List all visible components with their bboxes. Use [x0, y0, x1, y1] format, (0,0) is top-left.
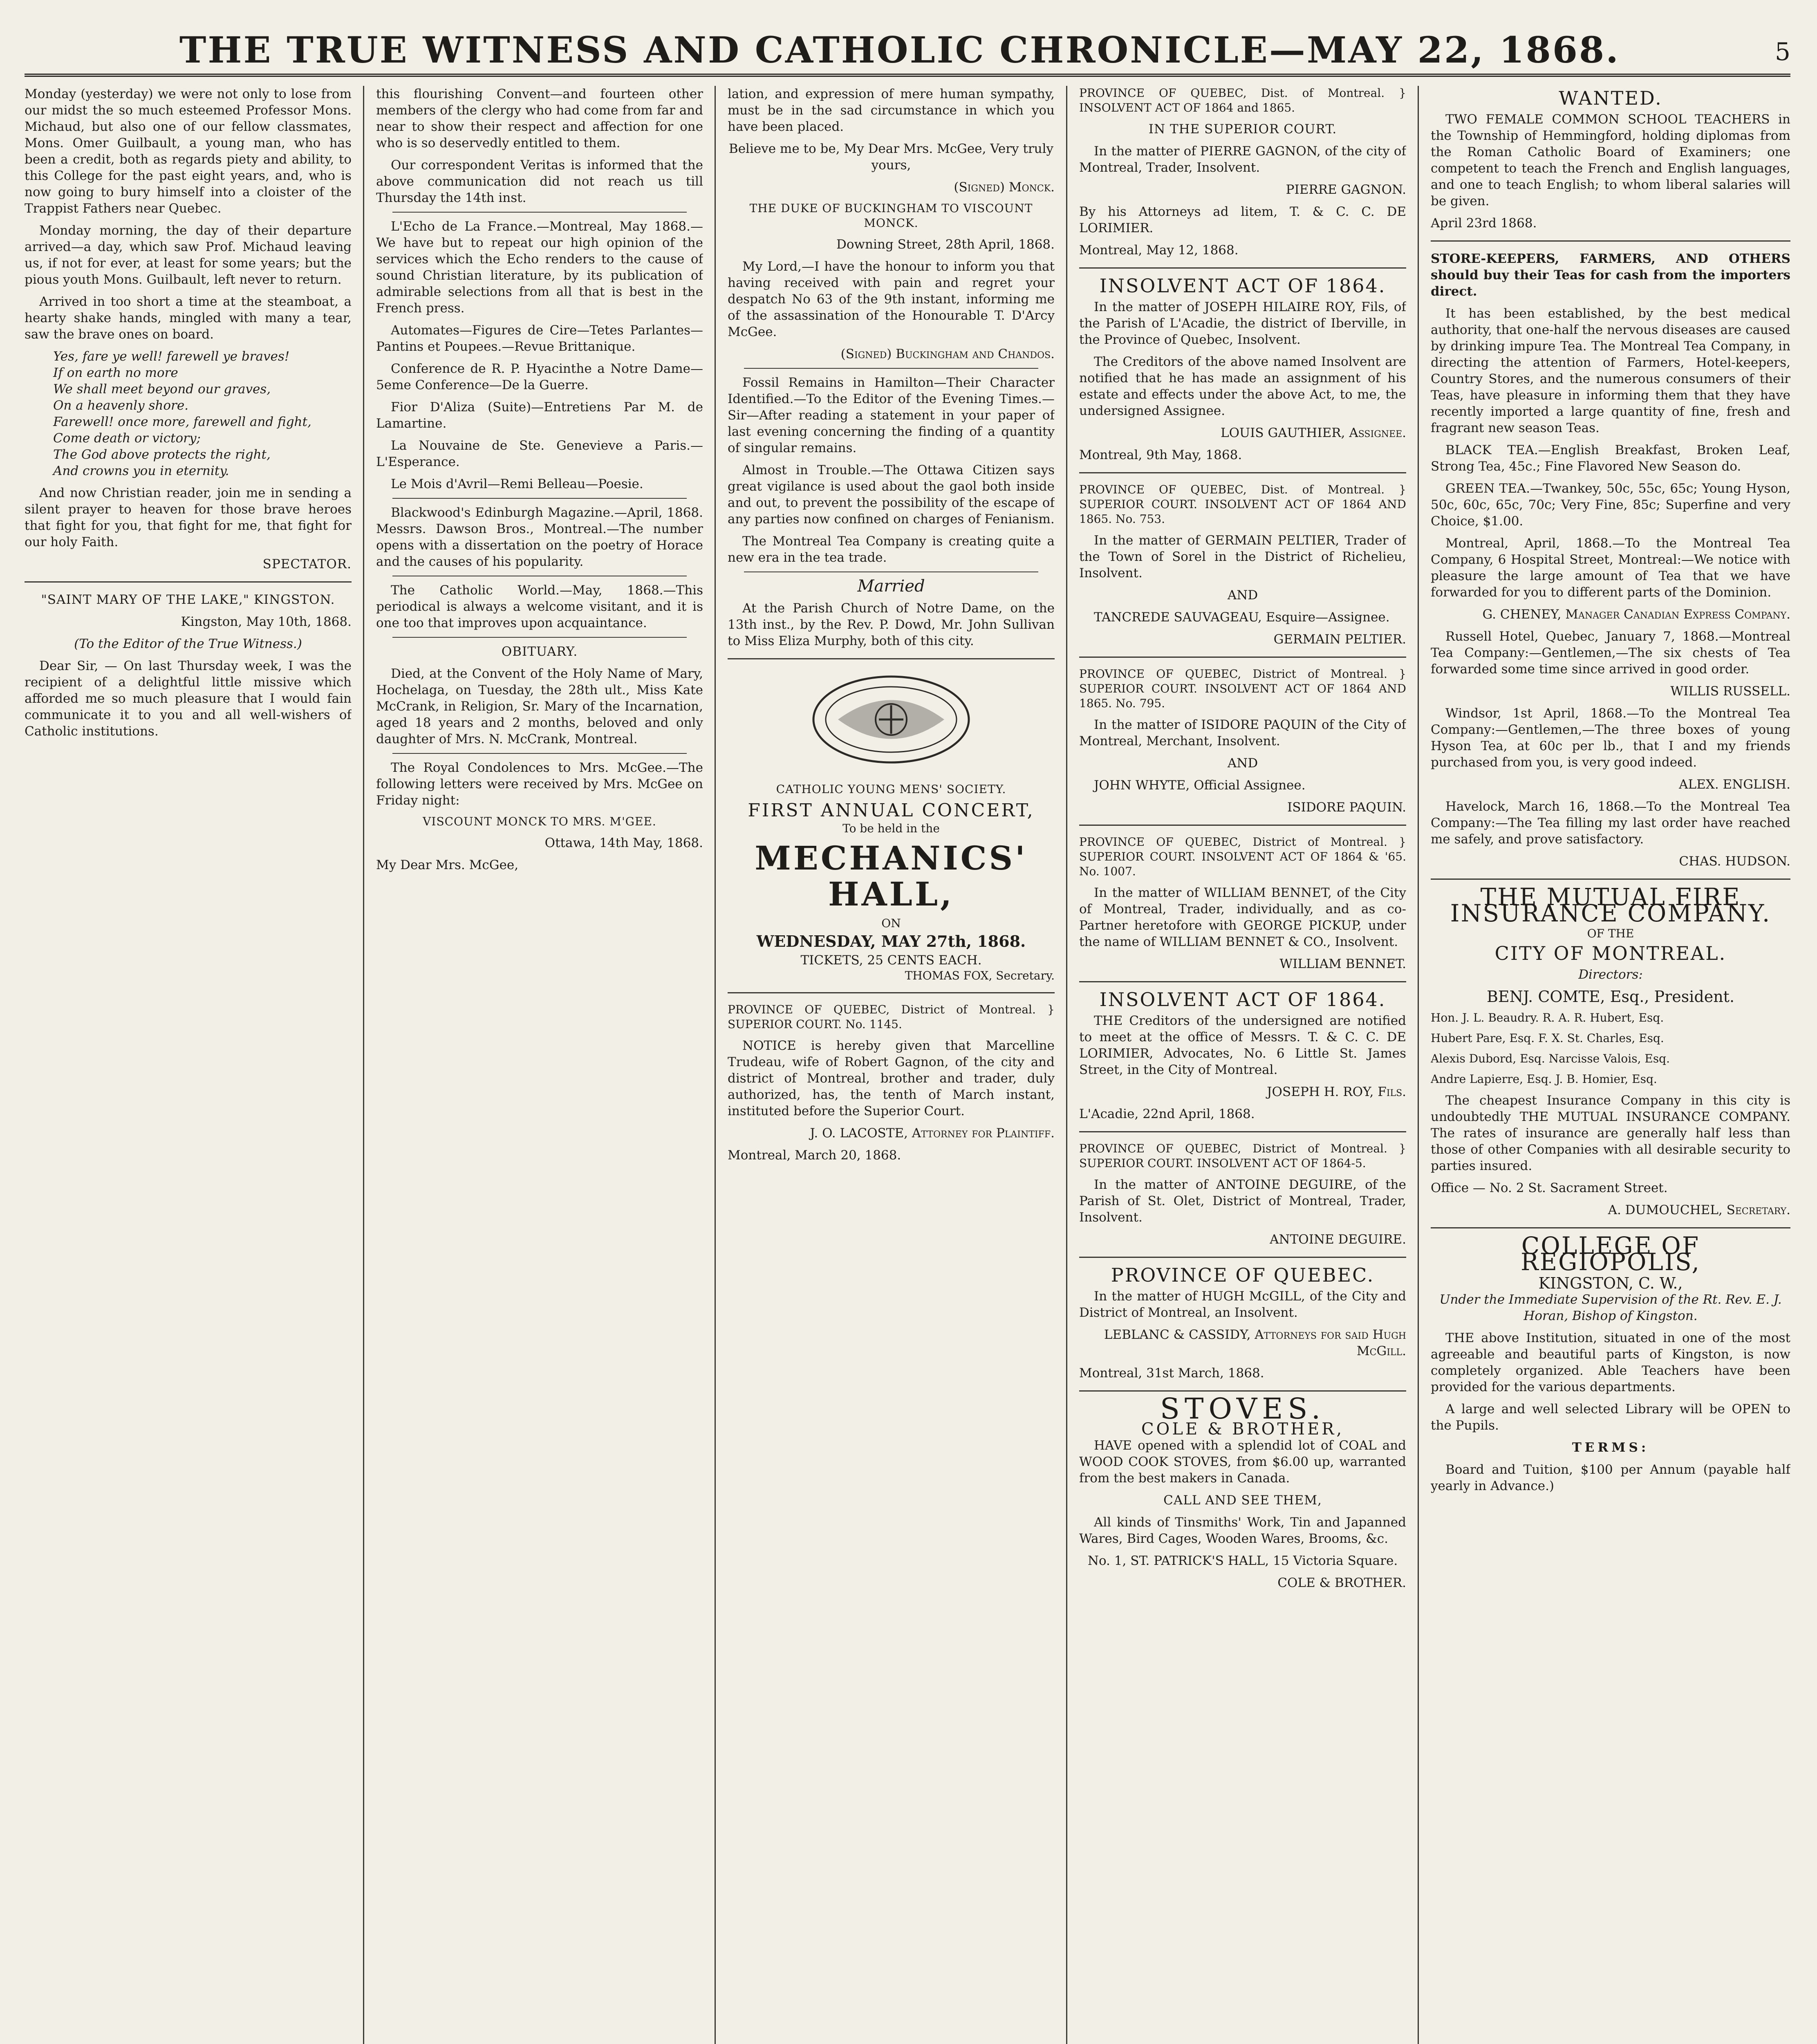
divider	[392, 753, 687, 754]
signature: ISIDORE PAQUIN.	[1287, 800, 1406, 815]
dateline: April 23rd 1868.	[1431, 216, 1537, 231]
article-paragraph: L'Echo de La France.—Montreal, May 1868.—We have but to repeat our high opinion of the services which the Echo renders to the cause of sound Christian literature, by its publication of admirable selections from all that is best in the French press.	[376, 219, 703, 316]
verse-line: Farewell! once more, farewell and fight,	[53, 415, 311, 429]
verse-line: The God above protects the right,	[53, 447, 271, 462]
and-separator: AND	[1227, 588, 1258, 603]
article-paragraph: And now Christian reader, join me in sending a silent prayer to heaven for those brave heroes that fight for you, that fight for me, that fight for our holy Faith.	[25, 486, 352, 549]
court-notice-heading: PROVINCE OF QUEBEC, District of Montreal. } SUPERIOR COURT. INSOLVENT ACT OF 1864-5.	[1079, 1142, 1406, 1170]
court-notice-heading: PROVINCE OF QUEBEC, Dist. of Montreal. } INSOLVENT ACT OF 1864 and 1865.	[1079, 86, 1406, 114]
article-paragraph: The Catholic World.—May, 1868.—This periodical is always a welcome visitant, and it is one too that improves upon acquaintance.	[376, 583, 703, 630]
terms-label: TERMS:	[1572, 1440, 1649, 1455]
article-paragraph: My Lord,—I have the honour to inform you that having received with pain and regret your despatch No 63 of the 9th instant, informing me of the assassination of the Honourable T. D'Arcy McGee.	[728, 259, 1055, 339]
article-paragraph: Monday morning, the day of their departure arrived—a day, which saw Prof. Michaud leaving us, if not for ever, at least for some years; but the pious youth Mons. Guilbault, left never to return.	[25, 223, 352, 287]
letter-heading: THE DUKE OF BUCKINGHAM TO VISCOUNT MONCK.	[749, 202, 1033, 230]
newspaper-title: THE TRUE WITNESS AND CATHOLIC CHRONICLE—MAY 22, 1868.	[179, 29, 1620, 71]
column-3	[728, 86, 1055, 2044]
section-heading: WANTED.	[1559, 87, 1662, 109]
divider	[728, 992, 1055, 993]
divider	[1079, 267, 1406, 269]
signature: COLE & BROTHER.	[1277, 1576, 1406, 1590]
signature: CHAS. HUDSON.	[1679, 854, 1790, 869]
ad-text: TWO FEMALE COMMON SCHOOL TEACHERS in the Township of Hemmingford, holding diplomas from the Roman Catholic Board of Examiners; one competent to teach the French and English languages, and one to teach English; to whom liberal salaries will be given.	[1431, 112, 1790, 208]
column-rule	[363, 86, 364, 2044]
section-heading: Married	[857, 577, 925, 596]
divider	[1079, 1131, 1406, 1132]
president-line: BENJ. COMTE, Esq., President.	[1486, 988, 1735, 1006]
signature: ANTOINE DEGUIRE.	[1270, 1232, 1406, 1247]
divider	[392, 498, 687, 499]
ad-text: THE above Institution, situated in one of the most agreeable and beautiful parts of Kingston, is now completely organized. Able Teachers have been provided for the various departments.	[1431, 1331, 1790, 1394]
ad-text: BLACK TEA.—English Breakfast, Broken Leaf, Strong Tea, 45c.; Fine Flavored New Season do.	[1431, 443, 1790, 474]
verse-line: Yes, fare ye well! farewell ye braves!	[53, 349, 290, 364]
insurance-heading: THE MUTUAL FIRE INSURANCE COMPANY.	[1450, 883, 1771, 927]
ad-text: HAVE opened with a splendid lot of COAL and WOOD COOK STOVES, from $6.00 up, warranted from the best makers in Canada.	[1079, 1438, 1406, 1486]
signature: GERMAIN PELTIER.	[1273, 632, 1406, 647]
attorney-signature: J. O. LACOSTE, Attorney for Plaintiff.	[810, 1126, 1055, 1141]
dateline: Kingston, May 10th, 1868.	[181, 614, 352, 629]
editor-line: (To the Editor of the True Witness.)	[74, 637, 302, 651]
list-item: Fior D'Aliza (Suite)—Entretiens Par M. de Lamartine.	[376, 400, 703, 431]
signature: (Signed) Monck.	[954, 180, 1055, 195]
legal-notice: In the matter of JOSEPH HILAIRE ROY, Fils, of the Parish of L'Acadie, the district of Iberville, in the Province of Quebec, Insolvent.	[1079, 300, 1406, 347]
testimonial: Russell Hotel, Quebec, January 7, 1868.—Montreal Tea Company:—Gentlemen,—The six chests of Tea forwarded some time since arrived in good order.	[1431, 629, 1790, 677]
article-paragraph: Blackwood's Edinburgh Magazine.—April, 1868. Messrs. Dawson Bros., Montreal.—The number opens with a dissertation on the poetry of Horace and the causes of his popularity.	[376, 505, 703, 569]
article-paragraph: Monday (yesterday) we were not only to lose from our midst the so much esteemed Professor Mons. Michaud, but also one of our fellow classmates, Mons. Omer Guilbault, a young man, who has been a credit, both as regards piety and ability, to this College for the past eight years, and, who is now going to bury himself into a cloister of the Trappist Fathers near Quebec.	[25, 87, 352, 216]
article-paragraph: Arrived in too short a time at the steamboat, a hearty shake hands, mingled with many a tear, saw the brave ones on board.	[25, 294, 352, 342]
legal-notice: In the matter of HUGH McGILL, of the City and District of Montreal, an Insolvent.	[1079, 1289, 1406, 1320]
signature: LOUIS GAUTHIER, Assignee.	[1220, 426, 1406, 440]
signature: LEBLANC & CASSIDY, Attorneys for said Hugh McGill.	[1104, 1327, 1406, 1358]
court-notice-heading: PROVINCE OF QUEBEC, District of Montreal. } SUPERIOR COURT. No. 1145.	[728, 1003, 1055, 1031]
ad-text: All kinds of Tinsmiths' Work, Tin and Japanned Wares, Bird Cages, Wooden Wares, Brooms, &c.	[1079, 1515, 1406, 1546]
stoves-ad-title: STOVES.	[1160, 1392, 1326, 1425]
office-address: Office — No. 2 St. Sacrament Street.	[1431, 1181, 1668, 1195]
society-name: CATHOLIC YOUNG MENS' SOCIETY.	[776, 782, 1006, 796]
signature: WILLIS RUSSELL.	[1670, 684, 1790, 699]
legal-notice: JOHN WHYTE, Official Assignee.	[1094, 778, 1306, 793]
verse-line: Come death or victory;	[53, 431, 201, 446]
divider	[1079, 657, 1406, 658]
ad-text: The cheapest Insurance Company in this city is undoubtedly THE MUTUAL INSURANCE COMPANY. The rates of insurance are generally half less than those of other Companies with all desirable security to parties insured.	[1431, 1093, 1790, 1173]
divider	[1079, 1390, 1406, 1392]
section-heading: "SAINT MARY OF THE LAKE," KINGSTON.	[41, 592, 335, 607]
marriage-notice: At the Parish Church of Notre Dame, on the 13th inst., by the Rev. P. Dowd, Mr. John Sullivan to Miss Eliza Murphy, both of this city.	[728, 601, 1055, 648]
concert-on: ON	[881, 917, 901, 930]
section-heading: INSOLVENT ACT OF 1864.	[1099, 988, 1386, 1011]
list-item: Conference de R. P. Hyacinthe a Notre Dame—5eme Conference—De la Guerre.	[376, 361, 703, 392]
dateline: Montreal, 9th May, 1868.	[1079, 448, 1242, 462]
concert-venue-intro: To be held in the	[842, 822, 940, 835]
verse-line: On a heavenly shore.	[53, 398, 189, 413]
signature: G. CHENEY, Manager Canadian Express Company.	[1482, 607, 1790, 622]
testimonial: Havelock, March 16, 1868.—To the Montreal Tea Company:—The Tea filling my last order have reached me safely, and prove satisfactory.	[1431, 799, 1790, 847]
insurance-subheading: OF THE	[1587, 927, 1634, 940]
divider	[1431, 240, 1790, 242]
insurance-city: CITY OF MONTREAL.	[1494, 942, 1727, 964]
divider	[1079, 1257, 1406, 1258]
dateline: Downing Street, 28th April, 1868.	[836, 237, 1055, 252]
signature: SPECTATOR.	[262, 557, 352, 572]
section-heading: PROVINCE OF QUEBEC.	[1111, 1264, 1375, 1286]
legal-notice: In the matter of ANTOINE DEGUIRE, of the Parish of St. Olet, District of Montreal, Trader, Insolvent.	[1079, 1177, 1406, 1225]
column-1	[25, 86, 352, 2044]
ad-callout: CALL AND SEE THEM,	[1163, 1493, 1322, 1508]
divider	[728, 658, 1055, 659]
section-heading: OBITUARY.	[501, 644, 578, 659]
director-row: Alexis Dubord, Esq. Narcisse Valois, Esq.	[1431, 1052, 1670, 1065]
signature: JOSEPH H. ROY, Fils.	[1267, 1085, 1406, 1099]
salutation: My Dear Mrs. McGee,	[376, 858, 519, 872]
column-rule	[1066, 86, 1067, 2044]
column-4	[1079, 86, 1406, 2044]
divider	[1431, 1227, 1790, 1228]
ad-address: No. 1, ST. PATRICK'S HALL, 15 Victoria Square.	[1087, 1553, 1398, 1568]
column-rule	[715, 86, 716, 2044]
letter-heading: VISCOUNT MONCK TO MRS. M'GEE.	[423, 815, 656, 828]
ad-text: A large and well selected Library will be OPEN to the Pupils.	[1431, 1402, 1790, 1433]
article-paragraph: Dear Sir, — On last Thursday week, I was the recipient of a delightful little missive which afforded me so much pleasure that I would fain communicate it to you and all well-wishers of Catholic institutions.	[25, 659, 352, 739]
divider	[25, 581, 352, 583]
testimonial: Montreal, April, 1868.—To the Montreal Tea Company, 6 Hospital Street, Montreal:—We notice with pleasure the large amount of Tea that we have forwarded for you to different parts of the Dominion.	[1431, 536, 1790, 600]
ad-heading: STORE-KEEPERS, FARMERS, AND OTHERS should buy their Teas for cash from the importers direct.	[1431, 251, 1790, 299]
verse-line: If on earth no more	[53, 365, 178, 380]
ad-text: It has been established, by the best medical authority, that one-half the nervous diseases are caused by drinking impure Tea. The Montreal Tea Company, in directing the attention of Farmers, Hotel-keepers, Country Stores, and the numerous consumers of their Teas, have pleasure in informing them that they have recently imported a large quantity of fine, fresh and fragrant new season Teas.	[1431, 306, 1790, 435]
closing: Believe me to be, My Dear Mrs. McGee, Very truly yours,	[728, 141, 1054, 173]
director-row: Hubert Pare, Esq. F. X. St. Charles, Esq.	[1431, 1031, 1664, 1045]
verse-line: And crowns you in eternity.	[53, 464, 229, 478]
court-name: IN THE SUPERIOR COURT.	[1148, 122, 1337, 137]
and-separator: AND	[1227, 756, 1258, 771]
legal-notice: The Creditors of the above named Insolvent are notified that he has made an assignment of his estate and effects under the above Act, to me, the undersigned Assignee.	[1079, 354, 1406, 418]
verse-line: We shall meet beyond our graves,	[53, 382, 271, 397]
concert-date: WEDNESDAY, MAY 27th, 1868.	[756, 932, 1026, 950]
advertiser-name: COLE & BROTHER,	[1141, 1420, 1344, 1439]
secretary-signature: THOMAS FOX, Secretary.	[905, 969, 1055, 982]
column-2	[376, 86, 703, 2044]
legal-notice: TANCREDE SAUVAGEAU, Esquire—Assignee.	[1094, 610, 1390, 625]
college-supervision: Under the Immediate Supervision of the Rt. Rev. E. J. Horan, Bishop of Kingston.	[1439, 1292, 1782, 1323]
list-item: Le Mois d'Avril—Remi Belleau—Poesie.	[391, 477, 643, 491]
dateline: Montreal, 31st March, 1868.	[1079, 1366, 1264, 1381]
college-location: KINGSTON, C. W.,	[1538, 1274, 1683, 1292]
article-paragraph: this flourishing Convent—and fourteen other members of the clergy who had come from far and near to show their respect and affection for one who is so deservedly entitled to them.	[376, 87, 703, 150]
article-paragraph: Almost in Trouble.—The Ottawa Citizen says great vigilance is used about the gaol both inside and out, to prevent the possibility of the escape of any parties now confined on charges of Fenianism.	[728, 463, 1055, 527]
dateline: L'Acadie, 22nd April, 1868.	[1079, 1107, 1255, 1121]
article-paragraph: The Royal Condolences to Mrs. McGee.—The following letters were received by Mrs. McGee on Friday night:	[376, 760, 703, 808]
director-row: Hon. J. L. Beaudry. R. A. R. Hubert, Esq.	[1431, 1011, 1664, 1024]
legal-notice: In the matter of ISIDORE PAQUIN of the City of Montreal, Merchant, Insolvent.	[1079, 717, 1406, 749]
list-item: La Nouvaine de Ste. Genevieve a Paris.—L'Esperance.	[376, 438, 703, 469]
article-paragraph: lation, and expression of mere human sympathy, must be in the sad circumstance in which you have been placed.	[728, 87, 1055, 134]
column-5	[1431, 86, 1790, 2044]
director-row: Andre Lapierre, Esq. J. B. Homier, Esq.	[1431, 1072, 1657, 1086]
legal-notice: In the matter of GERMAIN PELTIER, Trader of the Town of Sorel in the District of Richelieu, Insolvent.	[1079, 533, 1406, 580]
signature: A. DUMOUCHEL, Secretary.	[1608, 1203, 1790, 1217]
directors-label: Directors:	[1578, 967, 1643, 982]
divider	[1079, 825, 1406, 826]
signature: PIERRE GAGNON.	[1286, 182, 1406, 197]
divider	[392, 212, 687, 213]
section-heading: INSOLVENT ACT OF 1864.	[1099, 275, 1386, 297]
divider	[1079, 472, 1406, 473]
dateline: Montreal, May 12, 1868.	[1079, 243, 1239, 258]
divider	[1079, 981, 1406, 982]
ad-text: Board and Tuition, $100 per Annum (payable half yearly in Advance.)	[1431, 1462, 1790, 1493]
page-number: 5	[1774, 38, 1790, 66]
signature: (Signed) Buckingham and Chandos.	[840, 347, 1055, 361]
signature: WILLIAM BENNET.	[1279, 957, 1406, 971]
dateline: Montreal, March 20, 1868.	[728, 1148, 901, 1163]
list-item: Automates—Figures de Cire—Tetes Parlantes—Pantins et Poupees.—Revue Brittanique.	[376, 323, 703, 354]
legal-notice: In the matter of WILLIAM BENNET, of the City of Montreal, Trader, individually, and as co-Partner heretofore with GEORGE PICKUP, under the name of WILLIAM BENNET & CO., Insolvent.	[1079, 885, 1406, 949]
court-notice-heading: PROVINCE OF QUEBEC, District of Montreal. } SUPERIOR COURT. INSOLVENT ACT OF 1864 & '65. No. 1007.	[1079, 835, 1406, 878]
legal-notice: NOTICE is hereby given that Marcelline Trudeau, wife of Robert Gagnon, of the city and district of Montreal, brother and trader, duly authorized, has, the tenth of March instant, instituted before the Superior Court.	[728, 1038, 1055, 1118]
divider	[1431, 879, 1790, 880]
concert-heading: FIRST ANNUAL CONCERT,	[748, 800, 1035, 821]
testimonial: Windsor, 1st April, 1868.—To the Montreal Tea Company:—Gentlemen,—The three boxes of young Hyson Tea, at 60c per lb., that I and my friends purchased from you, is very good indeed.	[1431, 706, 1790, 770]
column-rule	[1418, 86, 1419, 2044]
divider	[392, 637, 687, 638]
legal-notice: THE Creditors of the undersigned are notified to meet at the office of Messrs. T. & C. C. DE LORIMIER, Advocates, No. 6 Little St. James Street, in the City of Montreal.	[1079, 1013, 1406, 1077]
emblem-icon	[805, 668, 977, 771]
signature: ALEX. ENGLISH.	[1679, 777, 1790, 792]
ticket-price: TICKETS, 25 CENTS EACH.	[800, 953, 982, 968]
article-paragraph: Our correspondent Veritas is informed that the above communication did not reach us till Thursday the 14th inst.	[376, 158, 703, 205]
article-paragraph: Fossil Remains in Hamilton—Their Character Identified.—To the Editor of the Evening Times.—Sir—After reading a statement in your paper of last evening concerning the finding of a quantity of singular remains.	[728, 375, 1055, 455]
court-notice-heading: PROVINCE OF QUEBEC, Dist. of Montreal. } SUPERIOR COURT. INSOLVENT ACT OF 1864 AND 1865. No. 753.	[1079, 483, 1406, 526]
obituary-text: Died, at the Convent of the Holy Name of Mary, Hochelaga, on Tuesday, the 28th ult., Miss Kate McCrank, in Religion, Sr. Mary of the Incarnation, aged 18 years and 2 months, beloved and only daughter of Mrs. N. McCrank, Montreal.	[376, 666, 703, 746]
article-paragraph: The Montreal Tea Company is creating quite a new era in the tea trade.	[728, 534, 1055, 565]
college-heading: COLLEGE OF REGIOPOLIS,	[1521, 1232, 1700, 1276]
attorney-line: By his Attorneys ad litem, T. & C. C. DE LORIMIER.	[1079, 204, 1406, 235]
dateline: Ottawa, 14th May, 1868.	[544, 836, 703, 850]
masthead	[25, 12, 1790, 77]
legal-notice: In the matter of PIERRE GAGNON, of the city of Montreal, Trader, Insolvent.	[1079, 144, 1406, 175]
concert-venue: MECHANICS' HALL,	[755, 839, 1028, 913]
divider	[744, 368, 1038, 369]
ad-text: GREEN TEA.—Twankey, 50c, 55c, 65c; Young Hyson, 50c, 60c, 65c, 70c; Very Fine, 85c; Superfine and very Choice, $1.00.	[1431, 481, 1790, 529]
society-emblem	[728, 668, 1055, 775]
court-notice-heading: PROVINCE OF QUEBEC, District of Montreal. } SUPERIOR COURT. INSOLVENT ACT OF 1864 AND 1865. No. 795.	[1079, 667, 1406, 710]
